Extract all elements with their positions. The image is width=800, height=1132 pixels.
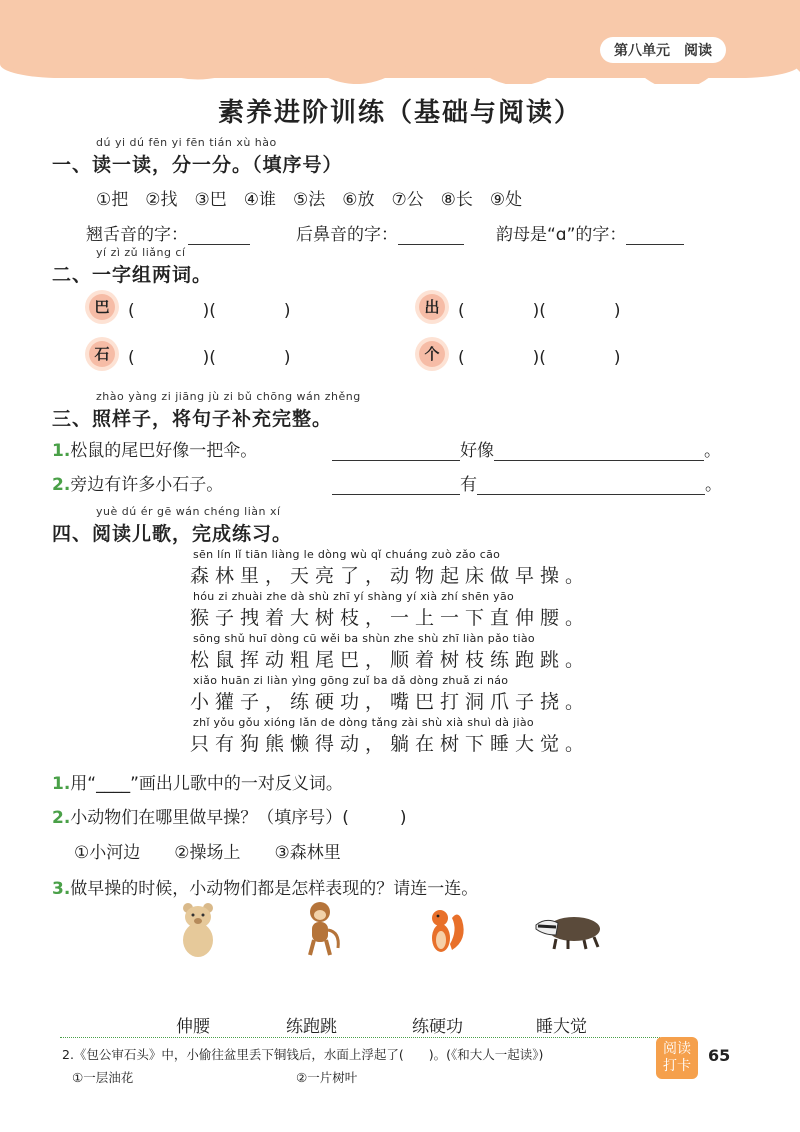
q2-text: 小动物们在哪里做早操？（填序号）( ) (70, 808, 407, 828)
section2-pinyin: yí zì zǔ liǎng cí (96, 246, 186, 259)
section3-heading: 三、照样子，将句子补充完整。 (52, 408, 333, 430)
char-circle: 个 (419, 341, 445, 367)
q-number: 1. (52, 441, 71, 461)
section1-pinyin: dú yi dú fēn yi fēn tián xù hào (96, 136, 277, 149)
word-blanks[interactable]: ( )( ) (458, 348, 621, 368)
char-circle: 石 (89, 341, 115, 367)
q-a-label: 翘舌音的字： (86, 225, 188, 245)
section4-q2 (52, 803, 407, 828)
q-b-blank[interactable] (398, 244, 464, 245)
section3-q1 (52, 436, 257, 461)
footer-option-2: ②一片树叶 (296, 1070, 358, 1085)
period: 。 (704, 441, 721, 461)
section4-pinyin: yuè dú ér gē wán chéng liàn xí (96, 505, 281, 518)
badger-icon[interactable] (532, 905, 604, 953)
section3-q1-answer (332, 436, 721, 461)
section1-heading: 一、读一读，分一分。（填序号） (52, 154, 343, 176)
section1-q-c (496, 220, 684, 245)
q1-blank-a[interactable] (332, 460, 460, 461)
section1-q-a (86, 220, 250, 245)
page-number: 65 (708, 1046, 731, 1065)
q-c-blank[interactable] (626, 244, 684, 245)
footer-divider (60, 1037, 660, 1038)
section2-heading: 二、一字组两词。 (52, 264, 213, 286)
word-blanks[interactable]: ( )( ) (128, 348, 291, 368)
q1-keyword: 好像 (460, 441, 494, 461)
badge-line-1: 阅读 (663, 1041, 691, 1057)
section3-q2 (52, 470, 223, 495)
char-circle: 出 (419, 294, 445, 320)
poem-line: 猴子拽着大树枝，一上一下直伸腰。 (190, 607, 591, 629)
section4-heading: 四、阅读儿歌，完成练习。 (52, 523, 293, 545)
poem-pinyin: hóu zi zhuài zhe dà shù zhī yí shàng yí xià zhí shēn yāo (193, 590, 515, 603)
section3-pinyin: zhào yàng zi jiāng jù zi bǔ chōng wán zhěng (96, 390, 361, 403)
q3-text: 做早操的时候，小动物们都是怎样表现的？请连一连。 (70, 879, 479, 899)
q2-example: 旁边有许多小石子。 (70, 475, 224, 495)
section4-q2-options: ①小河边 ②操场上 ③森林里 (74, 843, 341, 863)
word-blanks[interactable]: ( )( ) (458, 301, 621, 321)
q1-blank-b[interactable] (494, 460, 704, 461)
word-blanks[interactable]: ( )( ) (128, 301, 291, 321)
q2-blank-b[interactable] (477, 494, 705, 495)
footer-option-1: ①一层油花 (72, 1070, 134, 1085)
squirrel-icon[interactable] (424, 900, 468, 960)
badge-line-2: 打卡 (663, 1058, 691, 1074)
section1-chars: ①把 ②找 ③巴 ④谁 ⑤法 ⑥放 ⑦公 ⑧长 ⑨处 (96, 190, 523, 210)
poem-line: 小獾子，练硬功，嘴巴打洞爪子挠。 (190, 691, 591, 713)
q-b-label: 后鼻音的字： (296, 225, 398, 245)
match-word[interactable]: 练硬功 (412, 1017, 463, 1037)
section4-q1 (52, 769, 343, 794)
unit-tag: 第八单元 阅读 (600, 37, 726, 63)
poem-pinyin: sēn lín lǐ tiān liàng le dòng wù qǐ chuáng zuò zǎo cāo (193, 548, 501, 561)
section1-q-b (296, 220, 464, 245)
poem-pinyin: xiǎo huān zi liàn yìng gōng zuǐ ba dǎ dòng zhuǎ zi náo (193, 674, 509, 687)
match-word[interactable]: 睡大觉 (536, 1017, 587, 1037)
poem-line: 松鼠挥动粗尾巴，顺着树枝练跑跳。 (190, 649, 591, 671)
q2-blank-a[interactable] (332, 494, 460, 495)
q2-keyword: 有 (460, 475, 477, 495)
q-number: 3. (52, 879, 71, 899)
bear-icon[interactable] (176, 900, 220, 960)
section4-q3 (52, 874, 478, 899)
q-number: 1. (52, 774, 71, 794)
poem-line: 只有狗熊懒得动，躺在树下睡大觉。 (190, 733, 591, 755)
match-word[interactable]: 练跑跳 (286, 1017, 337, 1037)
poem-pinyin: zhǐ yǒu gǒu xióng lǎn de dòng tǎng zài shù xià shuì dà jiào (193, 716, 534, 729)
period: 。 (705, 475, 722, 495)
q-c-label: 韵母是“ɑ”的字： (496, 225, 627, 245)
q1-text: 用“____”画出儿歌中的一对反义词。 (70, 774, 343, 794)
poem-pinyin: sōng shǔ huī dòng cū wěi ba shùn zhe shù zhī liàn pǎo tiào (193, 632, 535, 645)
poem-line: 森林里，天亮了，动物起床做早操。 (190, 565, 591, 587)
footer-question: 2.《包公审石头》中，小偷往盆里丢下铜钱后，水面上浮起了( )。(《和大人一起读》) (62, 1047, 544, 1062)
q-number: 2. (52, 475, 71, 495)
q-a-blank[interactable] (188, 244, 250, 245)
q-number: 2. (52, 808, 71, 828)
reading-checkin-badge[interactable] (656, 1037, 698, 1079)
match-word[interactable]: 伸腰 (176, 1017, 210, 1037)
monkey-icon[interactable] (300, 900, 344, 960)
char-circle: 巴 (89, 294, 115, 320)
section3-q2-answer (332, 470, 722, 495)
banner-wave (0, 62, 800, 84)
page-title: 素养进阶训练（基础与阅读） (217, 98, 582, 128)
q1-example: 松鼠的尾巴好像一把伞。 (70, 441, 258, 461)
